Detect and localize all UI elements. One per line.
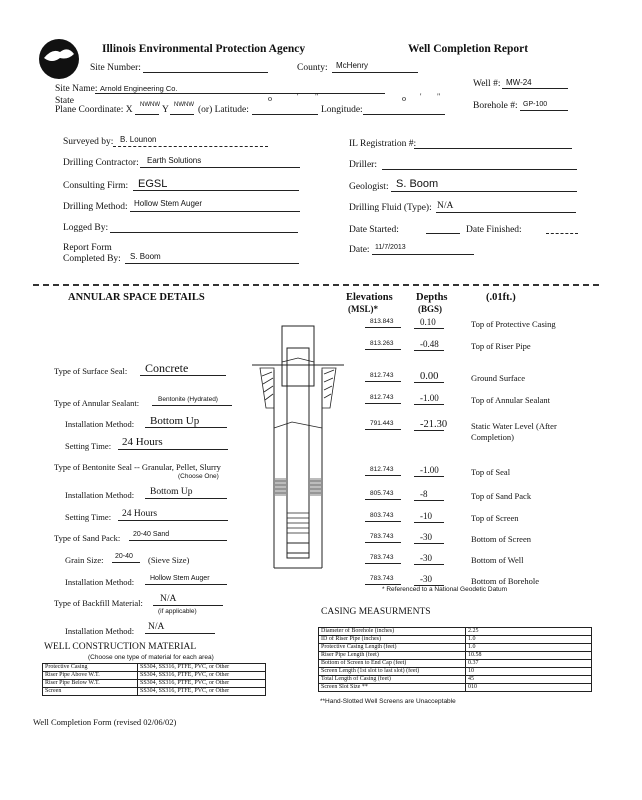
report-title: Well Completion Report bbox=[408, 43, 529, 55]
installation-method-field-1[interactable] bbox=[145, 427, 227, 428]
section-divider bbox=[33, 284, 599, 286]
report-form-label: Report Form bbox=[63, 243, 112, 253]
row-description: Bottom of Screen bbox=[471, 534, 531, 544]
depth-field[interactable] bbox=[414, 404, 444, 405]
casing-table bbox=[318, 627, 592, 692]
depth-value: -1.00 bbox=[420, 393, 439, 403]
depth-field[interactable] bbox=[414, 543, 444, 544]
date-finished-label: Date Finished: bbox=[466, 225, 522, 235]
casing-row bbox=[319, 636, 592, 644]
county-field[interactable] bbox=[332, 72, 418, 73]
grain-size-field[interactable] bbox=[112, 562, 140, 563]
casing-value[interactable]: 10.58 bbox=[466, 652, 592, 660]
surface-seal-value: Concrete bbox=[145, 361, 189, 375]
minute-mark-1: ' bbox=[297, 92, 299, 101]
second-mark-2: " bbox=[437, 92, 441, 101]
site-name-field[interactable] bbox=[95, 93, 385, 94]
x-sub-value: NWNW bbox=[140, 102, 160, 108]
installation-method-label-3: Installation Method: bbox=[65, 577, 135, 587]
date-started-field[interactable] bbox=[426, 233, 460, 234]
row-description: Static Water Level (After Completion) bbox=[471, 421, 557, 442]
elevation-value: 803.743 bbox=[370, 512, 394, 519]
depth-field[interactable] bbox=[414, 382, 444, 383]
sand-pack-value: 20-40 Sand bbox=[133, 531, 170, 538]
well-label: Well #: bbox=[473, 79, 501, 89]
depth-field[interactable] bbox=[414, 476, 444, 477]
setting-time-value-1: 24 Hours bbox=[122, 436, 163, 448]
elevation-field[interactable] bbox=[365, 381, 401, 382]
date-label: Date: bbox=[349, 245, 370, 255]
longitude-label: Longitude: bbox=[321, 105, 363, 115]
depth-value: -1.00 bbox=[420, 465, 439, 475]
casing-value[interactable]: 0.37 bbox=[466, 660, 592, 668]
casing-label: Riser Pipe Length (feet) bbox=[319, 652, 466, 660]
depth-field[interactable] bbox=[414, 328, 444, 329]
completed-by-field[interactable] bbox=[125, 263, 299, 264]
degree-mark-1: o bbox=[268, 94, 272, 103]
construction-title: WELL CONSTRUCTION MATERIAL bbox=[44, 642, 197, 652]
bentonite-seal-label: Type of Bentonite Seal -- Granular, Pellet, Slurry bbox=[54, 462, 221, 472]
elevation-value: 805.743 bbox=[370, 490, 394, 497]
installation-method-field-4[interactable] bbox=[145, 633, 215, 634]
county-value: McHenry bbox=[336, 61, 369, 70]
completed-by-label: Completed By: bbox=[63, 254, 121, 264]
state-label: State bbox=[55, 96, 74, 106]
casing-value[interactable]: 1.0 bbox=[466, 644, 592, 652]
second-mark-1: " bbox=[315, 92, 319, 101]
casing-value[interactable]: 45 bbox=[466, 676, 592, 684]
casing-row bbox=[319, 676, 592, 684]
drilling-method-value: Hollow Stem Auger bbox=[134, 199, 203, 208]
depth-value: 0.10 bbox=[420, 317, 436, 327]
consulting-firm-field[interactable] bbox=[133, 190, 299, 191]
drilling-contractor-field[interactable] bbox=[140, 167, 300, 168]
borehole-label: Borehole #: bbox=[473, 101, 518, 111]
site-name-value: Arnold Engineering Co. bbox=[100, 84, 178, 93]
annular-title: ANNULAR SPACE DETAILS bbox=[68, 292, 205, 303]
degree-mark-2: o bbox=[402, 94, 406, 103]
borehole-value: GP-100 bbox=[523, 101, 548, 108]
row-description: Top of Annular Sealant bbox=[471, 395, 550, 405]
grain-size-label: Grain Size: bbox=[65, 555, 104, 565]
installation-method-field-3[interactable] bbox=[145, 584, 227, 585]
casing-value[interactable]: 2.25 bbox=[466, 628, 592, 636]
construction-options[interactable]: SS304, SS316, PTFE, PVC, or Other bbox=[138, 672, 266, 680]
construction-subtitle: (Choose one type of material for each area) bbox=[88, 654, 214, 661]
installation-method-value-1: Bottom Up bbox=[150, 415, 200, 427]
casing-label: ID of Riser Pipe (inches) bbox=[319, 636, 466, 644]
installation-method-value-3: Hollow Stem Auger bbox=[150, 575, 210, 582]
elevation-field[interactable] bbox=[365, 327, 401, 328]
driller-label: Driller: bbox=[349, 160, 377, 170]
installation-method-label-4: Installation Method: bbox=[65, 626, 135, 636]
elevation-field[interactable] bbox=[365, 542, 401, 543]
depth-value: -0.48 bbox=[420, 339, 439, 349]
il-registration-field[interactable] bbox=[414, 148, 572, 149]
driller-field[interactable] bbox=[382, 169, 577, 170]
date-finished-field[interactable] bbox=[546, 233, 578, 234]
casing-label: Diameter of Borehole (inches) bbox=[319, 628, 466, 636]
depth-value: 0.00 bbox=[420, 371, 439, 382]
elevation-value: 783.743 bbox=[370, 554, 394, 561]
drilling-fluid-label: Drilling Fluid (Type): bbox=[349, 203, 432, 213]
logged-by-label: Logged By: bbox=[63, 223, 109, 233]
casing-label: Protective Casing Length (feet) bbox=[319, 644, 466, 652]
backfill-field[interactable] bbox=[153, 605, 223, 606]
annular-sealant-field[interactable] bbox=[152, 405, 232, 406]
casing-label: Screen Slot Size ** bbox=[319, 684, 466, 692]
depth-field[interactable] bbox=[414, 350, 444, 351]
elevation-field[interactable] bbox=[365, 584, 401, 585]
setting-time-value-2: 24 Hours bbox=[122, 509, 158, 519]
x-field[interactable] bbox=[135, 114, 159, 115]
row-description: Top of Screen bbox=[471, 513, 519, 523]
construction-options[interactable]: SS304, SS316, PTFE, PVC, or Other bbox=[138, 680, 266, 688]
casing-value[interactable]: 10 bbox=[466, 668, 592, 676]
latitude-label: (or) Latitude: bbox=[198, 105, 249, 115]
casing-label: Total Length of Casing (feet) bbox=[319, 676, 466, 684]
row-description: Ground Surface bbox=[471, 373, 526, 383]
row-description: Top of Sand Pack bbox=[471, 491, 532, 501]
agency-title: Illinois Environmental Protection Agency bbox=[102, 43, 306, 55]
installation-method-label-1: Installation Method: bbox=[65, 419, 135, 429]
footer-revision: Well Completion Form (revised 02/06/02) bbox=[33, 717, 177, 727]
casing-row bbox=[319, 652, 592, 660]
row-description: Top of Seal bbox=[471, 467, 511, 477]
surveyed-by-value: B. Lounon bbox=[120, 135, 157, 144]
construction-label: Riser Pipe Below W.T. bbox=[43, 680, 138, 688]
elevation-value: 813.843 bbox=[370, 318, 394, 325]
casing-row bbox=[319, 660, 592, 668]
elevation-value: 812.743 bbox=[370, 372, 394, 379]
casing-row bbox=[319, 684, 592, 692]
installation-method-label-2: Installation Method: bbox=[65, 490, 135, 500]
casing-label: Screen Length (1st slot to last slot) (feet) bbox=[319, 668, 466, 676]
depth-field[interactable] bbox=[414, 500, 444, 501]
casing-value[interactable]: 1.0 bbox=[466, 636, 592, 644]
construction-table bbox=[42, 663, 266, 696]
surface-seal-label: Type of Surface Seal: bbox=[54, 366, 128, 376]
casing-value[interactable]: 010 bbox=[466, 684, 592, 692]
construction-row bbox=[43, 672, 266, 680]
elevation-value: 812.743 bbox=[370, 394, 394, 401]
well-field[interactable] bbox=[502, 88, 568, 89]
agency-logo bbox=[38, 38, 80, 80]
construction-label: Riser Pipe Above W.T. bbox=[43, 672, 138, 680]
elevation-field[interactable] bbox=[365, 563, 401, 564]
well-diagram bbox=[252, 318, 344, 588]
elevation-field[interactable] bbox=[365, 521, 401, 522]
depth-value: -30 bbox=[420, 532, 432, 542]
geologist-label: Geologist: bbox=[349, 182, 389, 192]
y-field[interactable] bbox=[170, 114, 194, 115]
elevation-field[interactable] bbox=[365, 403, 401, 404]
sand-pack-label: Type of Sand Pack: bbox=[54, 533, 121, 543]
elevation-field[interactable] bbox=[365, 349, 401, 350]
depth-value: -30 bbox=[420, 553, 432, 563]
consulting-firm-label: Consulting Firm: bbox=[63, 181, 129, 191]
borehole-field[interactable] bbox=[520, 110, 568, 111]
construction-row bbox=[43, 680, 266, 688]
elevations-unit: (MSL)* bbox=[348, 304, 378, 314]
surveyed-by-field[interactable] bbox=[113, 146, 268, 147]
depth-value: -10 bbox=[420, 511, 432, 521]
longitude-field[interactable] bbox=[363, 114, 445, 115]
date-field[interactable] bbox=[372, 254, 474, 255]
drilling-fluid-value: N/A bbox=[437, 201, 454, 211]
il-registration-label: IL Registration #: bbox=[349, 139, 417, 149]
construction-row bbox=[43, 664, 266, 672]
y-label: Y bbox=[162, 105, 169, 115]
site-name-label: Site Name: bbox=[55, 84, 98, 94]
minute-mark-2: ' bbox=[420, 92, 422, 101]
row-description: Bottom of Well bbox=[471, 555, 524, 565]
elevations-header: Elevations bbox=[346, 292, 393, 303]
drilling-fluid-field[interactable] bbox=[436, 212, 576, 213]
annular-sealant-value: Bentonite (Hydrated) bbox=[158, 396, 218, 403]
depth-field[interactable] bbox=[414, 522, 444, 523]
row-description: Top of Riser Pipe bbox=[471, 341, 531, 351]
elevation-value: 783.743 bbox=[370, 575, 394, 582]
sand-pack-field[interactable] bbox=[129, 540, 227, 541]
drilling-contractor-value: Earth Solutions bbox=[147, 156, 202, 165]
depths-unit: (BGS) bbox=[418, 304, 443, 314]
elevation-value: 812.743 bbox=[370, 466, 394, 473]
completed-by-value: S. Boom bbox=[130, 252, 161, 261]
choose-one-note: (Choose One) bbox=[178, 473, 219, 480]
setting-time-field-2[interactable] bbox=[118, 520, 228, 521]
installation-method-value-2: Bottom Up bbox=[150, 487, 193, 497]
y-sub-value: NWNW bbox=[174, 102, 194, 108]
casing-row bbox=[319, 668, 592, 676]
depth-field[interactable] bbox=[414, 430, 444, 431]
casing-row bbox=[319, 644, 592, 652]
elevation-field[interactable] bbox=[365, 475, 401, 476]
grain-size-value: 20-40 bbox=[115, 553, 133, 560]
setting-time-label-1: Setting Time: bbox=[65, 441, 112, 451]
depth-value: -8 bbox=[420, 489, 428, 499]
annular-sealant-label: Type of Annular Sealant: bbox=[54, 398, 140, 408]
elevation-value: 783.743 bbox=[370, 533, 394, 540]
casing-footnote: **Hand-Slotted Well Screens are Unacceptable bbox=[320, 698, 456, 705]
plane-coordinate-label: Plane Coordinate: X bbox=[55, 105, 133, 115]
setting-time-label-2: Setting Time: bbox=[65, 512, 112, 522]
backfill-value: N/A bbox=[160, 594, 177, 604]
elevation-field[interactable] bbox=[365, 429, 401, 430]
setting-time-field-1[interactable] bbox=[118, 449, 228, 450]
row-description: Bottom of Borehole bbox=[471, 576, 539, 586]
geologist-field[interactable] bbox=[391, 191, 577, 192]
construction-label: Screen bbox=[43, 688, 138, 696]
construction-options[interactable]: SS304, SS316, PTFE, PVC, or Other bbox=[138, 688, 266, 696]
depth-value: -30 bbox=[420, 574, 432, 584]
latitude-field[interactable] bbox=[252, 114, 318, 115]
precision-header: (.01ft.) bbox=[486, 292, 516, 303]
drilling-method-label: Drilling Method: bbox=[63, 202, 128, 212]
installation-method-value-4: N/A bbox=[148, 622, 165, 632]
depth-value: -21.30 bbox=[420, 419, 448, 430]
construction-label: Protective Casing bbox=[43, 664, 138, 672]
consulting-firm-value: EGSL bbox=[138, 178, 168, 190]
county-label: County: bbox=[297, 63, 328, 73]
construction-row bbox=[43, 688, 266, 696]
logged-by-field[interactable] bbox=[110, 232, 298, 233]
site-number-field[interactable] bbox=[143, 72, 268, 73]
casing-label: Bottom of Screen to End Cap (feet) bbox=[319, 660, 466, 668]
drilling-method-field[interactable] bbox=[130, 211, 300, 212]
if-applicable-note: (if applicable) bbox=[158, 608, 197, 615]
elevation-value: 791.443 bbox=[370, 420, 394, 427]
casing-row bbox=[319, 628, 592, 636]
elevation-field[interactable] bbox=[365, 499, 401, 500]
surveyed-by-label: Surveyed by: bbox=[63, 137, 114, 147]
depths-header: Depths bbox=[416, 292, 448, 303]
geologist-value: S. Boom bbox=[396, 178, 439, 190]
casing-title: CASING MEASURMENTS bbox=[321, 607, 431, 617]
site-number-label: Site Number: bbox=[90, 63, 141, 73]
depth-field[interactable] bbox=[414, 564, 444, 565]
datum-footnote: * Referenced to a National Geodetic Datum bbox=[382, 586, 508, 593]
date-started-label: Date Started: bbox=[349, 225, 399, 235]
drilling-contractor-label: Drilling Contractor: bbox=[63, 158, 139, 168]
backfill-label: Type of Backfill Material: bbox=[54, 598, 143, 608]
date-value: 11/7/2013 bbox=[375, 244, 406, 251]
sieve-size-label: (Sieve Size) bbox=[148, 555, 190, 565]
construction-options[interactable]: SS304, SS316, PTFE, PVC, or Other bbox=[138, 664, 266, 672]
row-description: Top of Protective Casing bbox=[471, 319, 556, 329]
well-value: MW-24 bbox=[506, 78, 532, 87]
elevation-value: 813.263 bbox=[370, 340, 394, 347]
installation-method-field-2[interactable] bbox=[145, 498, 227, 499]
